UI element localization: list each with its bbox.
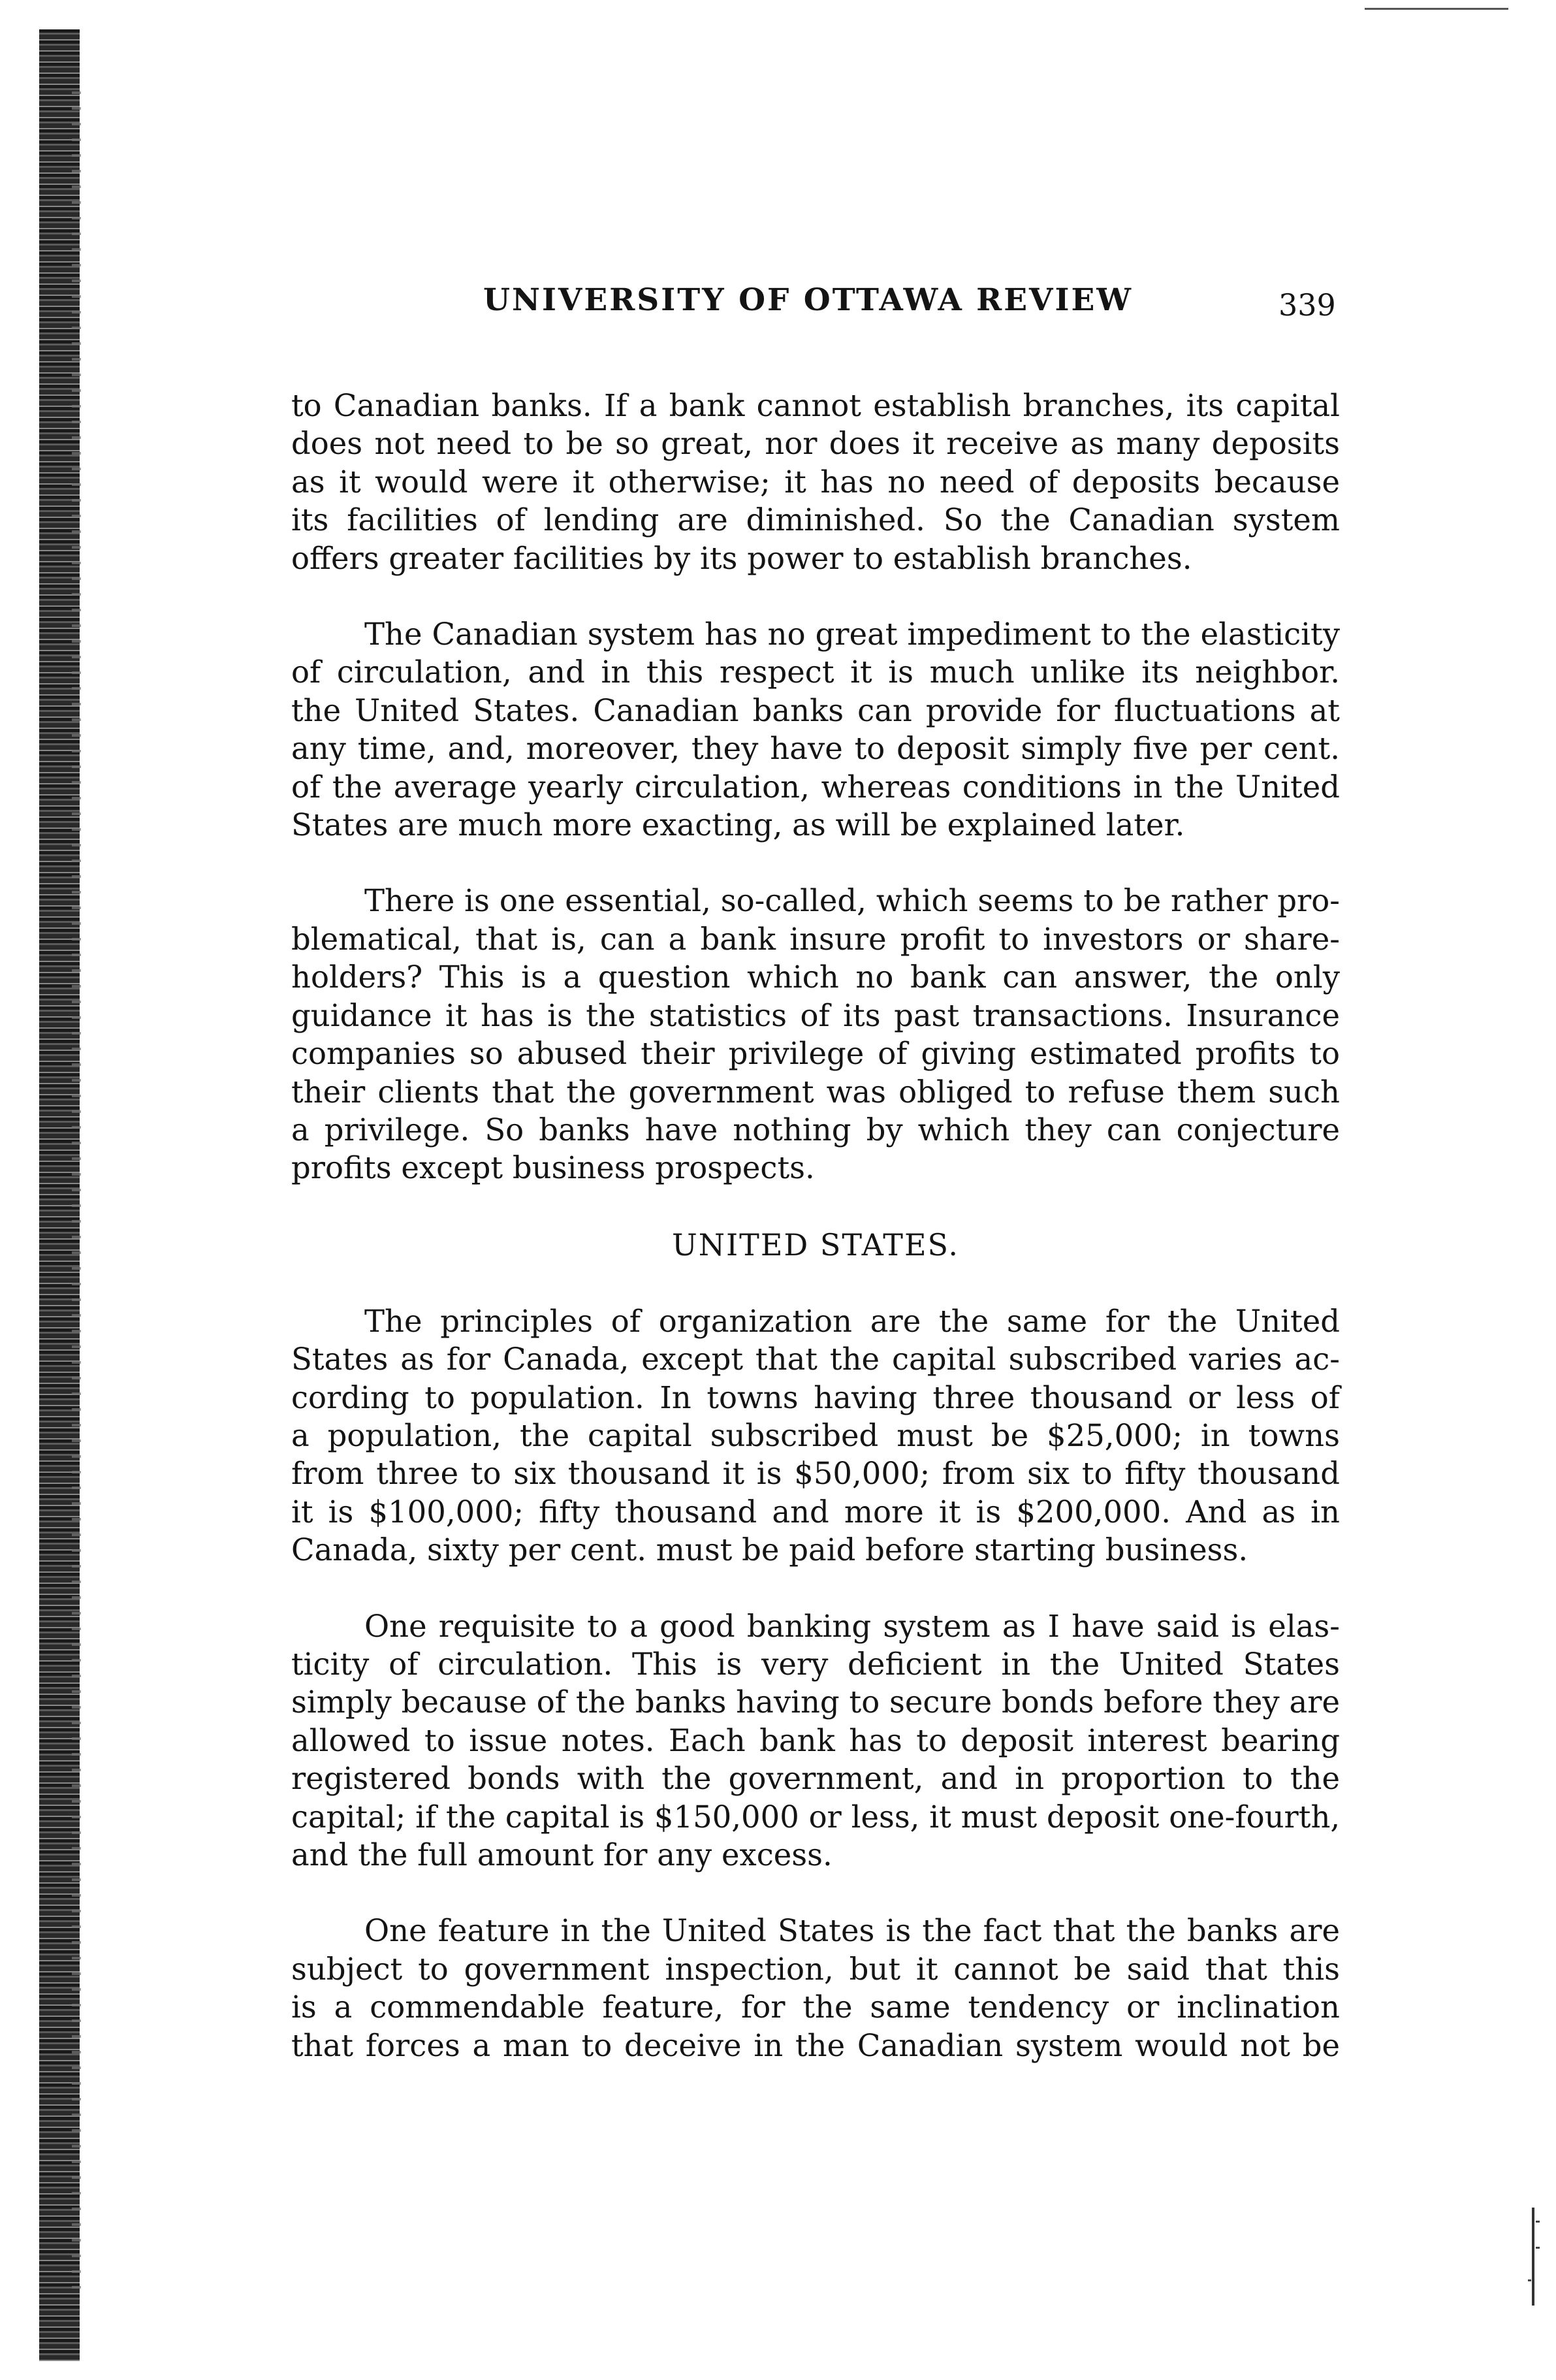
text-line: States are much more exacting, as will be explained later. <box>291 807 1185 843</box>
paragraph <box>291 882 1340 1187</box>
paragraph <box>291 1607 1340 1874</box>
text-line: profits except business prospects. <box>291 1150 815 1186</box>
text-line: that forces a man to deceive in the Canadian system would not be <box>291 2027 1340 2063</box>
running-head-title: UNIVERSITY OF OTTAWA REVIEW <box>483 282 1134 318</box>
text-line: their clients that the government was obliged to refuse them such <box>291 1074 1340 1110</box>
scanned-page-edge-speckle <box>72 78 81 2299</box>
text-line: is a commendable feature, for the same tendency or inclination <box>291 1989 1340 2025</box>
text-line: One feature in the United States is the fact that the banks are <box>364 1913 1340 1949</box>
text-line: and the full amount for any excess. <box>291 1837 833 1873</box>
text-line: cording to population. In towns having three thousand or less of <box>291 1379 1340 1415</box>
top-rule-line <box>1365 8 1508 10</box>
paragraph <box>291 1302 1340 1569</box>
section-heading: UNITED STATES. <box>671 1227 960 1262</box>
text-line: any time, and, moreover, they have to deposit simply five per cent. <box>291 731 1340 767</box>
text-line: States as for Canada, except that the capital subscribed varies ac- <box>291 1342 1340 1377</box>
page-number: 339 <box>1278 287 1336 323</box>
paragraph <box>291 1912 1340 2065</box>
text-line: capital; if the capital is $150,000 or less, it must deposit one-fourth, <box>291 1799 1341 1835</box>
page-body <box>291 387 1340 2102</box>
text-line: companies so abused their privilege of giving estimated profits to <box>291 1036 1340 1072</box>
text-line: from three to six thousand it is $50,000; from six to fifty thousand <box>291 1456 1340 1492</box>
text-line: does not need to be so great, nor does it receive as many deposits <box>291 426 1340 462</box>
text-line: a privilege. So banks have nothing by which they can conjecture <box>291 1112 1340 1148</box>
text-line: a population, the capital subscribed must be $25,000; in towns <box>291 1417 1340 1453</box>
text-line: of circulation, and in this respect it is much unlike its neighbor. <box>291 654 1340 690</box>
text-line: guidance it has is the statistics of its past transactions. Insurance <box>291 997 1340 1033</box>
paragraph <box>291 615 1340 844</box>
text-line: its facilities of lending are diminished. So the Canadian system <box>291 502 1340 538</box>
text-line: registered bonds with the government, and in proportion to the <box>291 1761 1340 1797</box>
text-line: simply because of the banks having to secure bonds before they are <box>291 1684 1340 1720</box>
text-line: ticity of circulation. This is very deficient in the United States <box>291 1646 1340 1682</box>
text-line: One requisite to a good banking system as I have said is elas- <box>364 1608 1340 1644</box>
text-line: to Canadian banks. If a bank cannot establish branches, its capital <box>291 388 1340 423</box>
text-line: subject to government inspection, but it cannot be said that this <box>291 1951 1340 1987</box>
text-line: offers greater facilities by its power to establish branches. <box>291 540 1192 576</box>
text-line: allowed to issue notes. Each bank has to deposit interest bearing <box>291 1722 1340 1758</box>
paragraph <box>291 387 1340 577</box>
text-line: it is $100,000; fifty thousand and more it is $200,000. And as in <box>291 1494 1340 1530</box>
text-line: the United States. Canadian banks can provide for fluctuations at <box>291 692 1340 728</box>
text-line: There is one essential, so-called, which seems to be rather pro- <box>364 883 1340 919</box>
text-line: Canada, sixty per cent. must be paid before starting business. <box>291 1532 1248 1568</box>
text-line: The principles of organization are the same for the United <box>364 1303 1340 1339</box>
text-line: holders? This is a question which no bank can answer, the only <box>291 959 1340 995</box>
text-line: blematical, that is, can a bank insure profit to investors or share- <box>291 921 1340 957</box>
text-line: as it would were it otherwise; it has no need of deposits because <box>291 464 1340 500</box>
margin-pencil-mark <box>1528 2208 1541 2306</box>
text-line: The Canadian system has no great impediment to the elasticity <box>364 617 1340 652</box>
text-line: of the average yearly circulation, whereas conditions in the United <box>291 769 1340 805</box>
